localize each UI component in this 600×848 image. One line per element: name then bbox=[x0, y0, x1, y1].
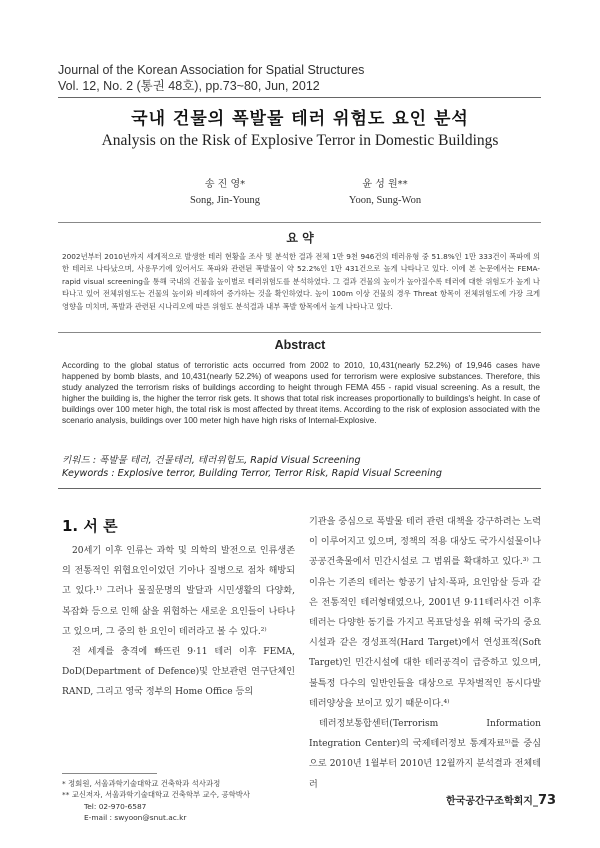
keywords-en: Keywords : Explosive terror, Building Terror, Terror Risk, Rapid Visual Screening bbox=[62, 468, 442, 479]
keywords-ko: 키워드 : 폭발물 테러, 건물테러, 테러위험도, Rapid Visual Screening bbox=[62, 455, 361, 466]
page-number: 73 bbox=[537, 793, 557, 808]
abstract-en-heading: Abstract bbox=[274, 338, 326, 352]
journal-name: Journal of the Korean Association for Spatial Structures bbox=[58, 63, 365, 77]
journal-info bbox=[58, 62, 364, 94]
abstract-ko-heading: 요 약 bbox=[286, 231, 314, 245]
page-footer-journal: 한국공간구조학회지 bbox=[446, 796, 533, 807]
author-2-name-en: Yoon, Sung-Won bbox=[348, 195, 422, 206]
author-2 bbox=[310, 175, 460, 206]
body-left-paragraph-2: 전 세계를 충격에 빠뜨린 9·11 테러 이후 FEMA, DoD(Department of Defence)및 안보관련 연구단체인 RAND, 그리고 영국 정부의 Home Office 등의 bbox=[62, 647, 295, 698]
body-left-paragraph-1: 20세기 이후 인류는 과학 및 의학의 발전으로 인류생존의 전통적인 위협요인이었던 기아나 질병으로 점차 해방되고 있다.¹⁾ 그러나 물질문명의 발달과 시민생활의 다양화, 복잡화 등으로 인해 삶을 위협하는 새로운 요인들이 나타나고 있으며, 그 중의 한 요인이 테러라고 볼 수 있다.²⁾ bbox=[62, 546, 295, 637]
body-left-column bbox=[62, 541, 295, 703]
author-2-name-ko: 윤 성 원** bbox=[362, 179, 408, 190]
author-1 bbox=[150, 175, 300, 206]
abstract-ko-text: 2002년부터 2010년까지 세계적으로 발생한 테러 현황을 조사 및 분석한 결과 전체 1만 9천 946건의 테러유형 중 51.8%인 1만 333건이 폭파에 의한 테러로 나타났으며, 사용무기에 있어서도 폭파와 관련된 폭발물이 약 52.2%인 1만 431건으로 높게 나타나고 있다. 이에 본 논문에서는 FEMA-rapid visual screening을 통해 국내의 건물을 높이별로 테러위험도를 분석하였다. 그 결과 건물의 높이가 높아질수록 테러에 대한 위험도가 높게 나타나고 있어 전체위험도는 건물의 높이와 비례하여 증가하는 것을 확인하였다. 높이 100m 이상 건물의 경우 Threat 항목이 전체위험도에 가장 크게 영향을 미치며, 폭발과 관련된 시나리오에 따른 위험도 분석결과 내부 폭발 항목에서 높게 나타나고 있다. bbox=[62, 252, 540, 311]
abstract-en-rule-top bbox=[58, 332, 541, 333]
body-right-column bbox=[309, 512, 541, 795]
journal-volume: Vol. 12, No. 2 (통권 48호), pp.73~80, Jun, 2012 bbox=[58, 79, 320, 93]
page-footer bbox=[446, 792, 556, 808]
footnote-tel: Tel: 02-970-6587 bbox=[84, 801, 147, 811]
abstract-en-text: According to the global status of terroristic acts occurred from 2002 to 2010, 10,431(nearly 52.2%) of 19,946 cases have happened by bomb blasts, and 10,431(nearly 52.2%) of weapons used for terrorism were explosive substances. Therefore, this study analyzed the terrorism risks of buildings according to height through FEMA 455 - rapid visual screening. As a result, the higher the building is, the higher the terror risk gets. It shows that total risk increases proportionally to buildings's height. In case of buildings over 100 meter high, the total risk is most affected by threat items. According to the risk of explosion associated with the scenario analysis, buildings over 100 meter high have high risks of Internal-Explosive. bbox=[62, 360, 540, 426]
abstract-ko-rule-top bbox=[58, 222, 541, 223]
page-footer-separator: _ bbox=[532, 796, 538, 807]
abstract-bottom-divider bbox=[58, 488, 541, 489]
footnote-author-1: * 정회원, 서울과학기술대학교 건축학과 석사과정 bbox=[62, 779, 221, 788]
footnote-divider bbox=[62, 773, 157, 774]
header-divider bbox=[58, 97, 541, 98]
title-korean: 국내 건물의 폭발물 테러 위험도 요인 분석 bbox=[131, 109, 469, 129]
author-1-name-ko: 송 진 영* bbox=[204, 179, 246, 190]
author-1-name-en: Song, Jin-Young bbox=[189, 195, 261, 206]
footnote-author-2: ** 교신저자, 서울과학기술대학교 건축학부 교수, 공학박사 bbox=[62, 790, 251, 800]
footnote-email: E-mail : swyoon@snut.ac.kr bbox=[84, 813, 187, 823]
title-english: Analysis on the Risk of Explosive Terror in Domestic Buildings bbox=[101, 132, 499, 149]
body-right-paragraph-1: 기관을 중심으로 폭발물 테러 관련 대책을 강구하려는 노력이 이루어지고 있으며, 정책의 적용 대상도 국가시설물이나 공공건축물에서 민간시설로 그 범위를 확대하고 있다.³⁾ 그 이유는 기존의 테러는 항공기 납치·폭파, 요인암살 등과 같은 전통적인 테러형태였으나, 2001년 9·11테러사건 이후 테러는 다양한 동기를 가지고 목표달성을 위해 국가의 중요시설과 같은 경성표적(Hard Target)에서 연성표적(Soft Target)인 민간시설에 대한 테러공격이 급증하고 있으며, 불특정 다수의 일반인들을 대상으로 무차별적인 동시다발 테러양상을 보이고 있기 때문이다.⁴⁾ bbox=[309, 517, 541, 709]
footnotes bbox=[62, 778, 302, 824]
section-1-heading: 1. 서 론 bbox=[62, 517, 118, 535]
body-right-paragraph-2: 테러정보통합센터(Terrorism Information Integration Center)의 국제테러정보 통계자료⁵⁾를 중심으로 2010년 1월부터 2010년 12월까지 분석결과 전체테러 bbox=[309, 719, 541, 790]
